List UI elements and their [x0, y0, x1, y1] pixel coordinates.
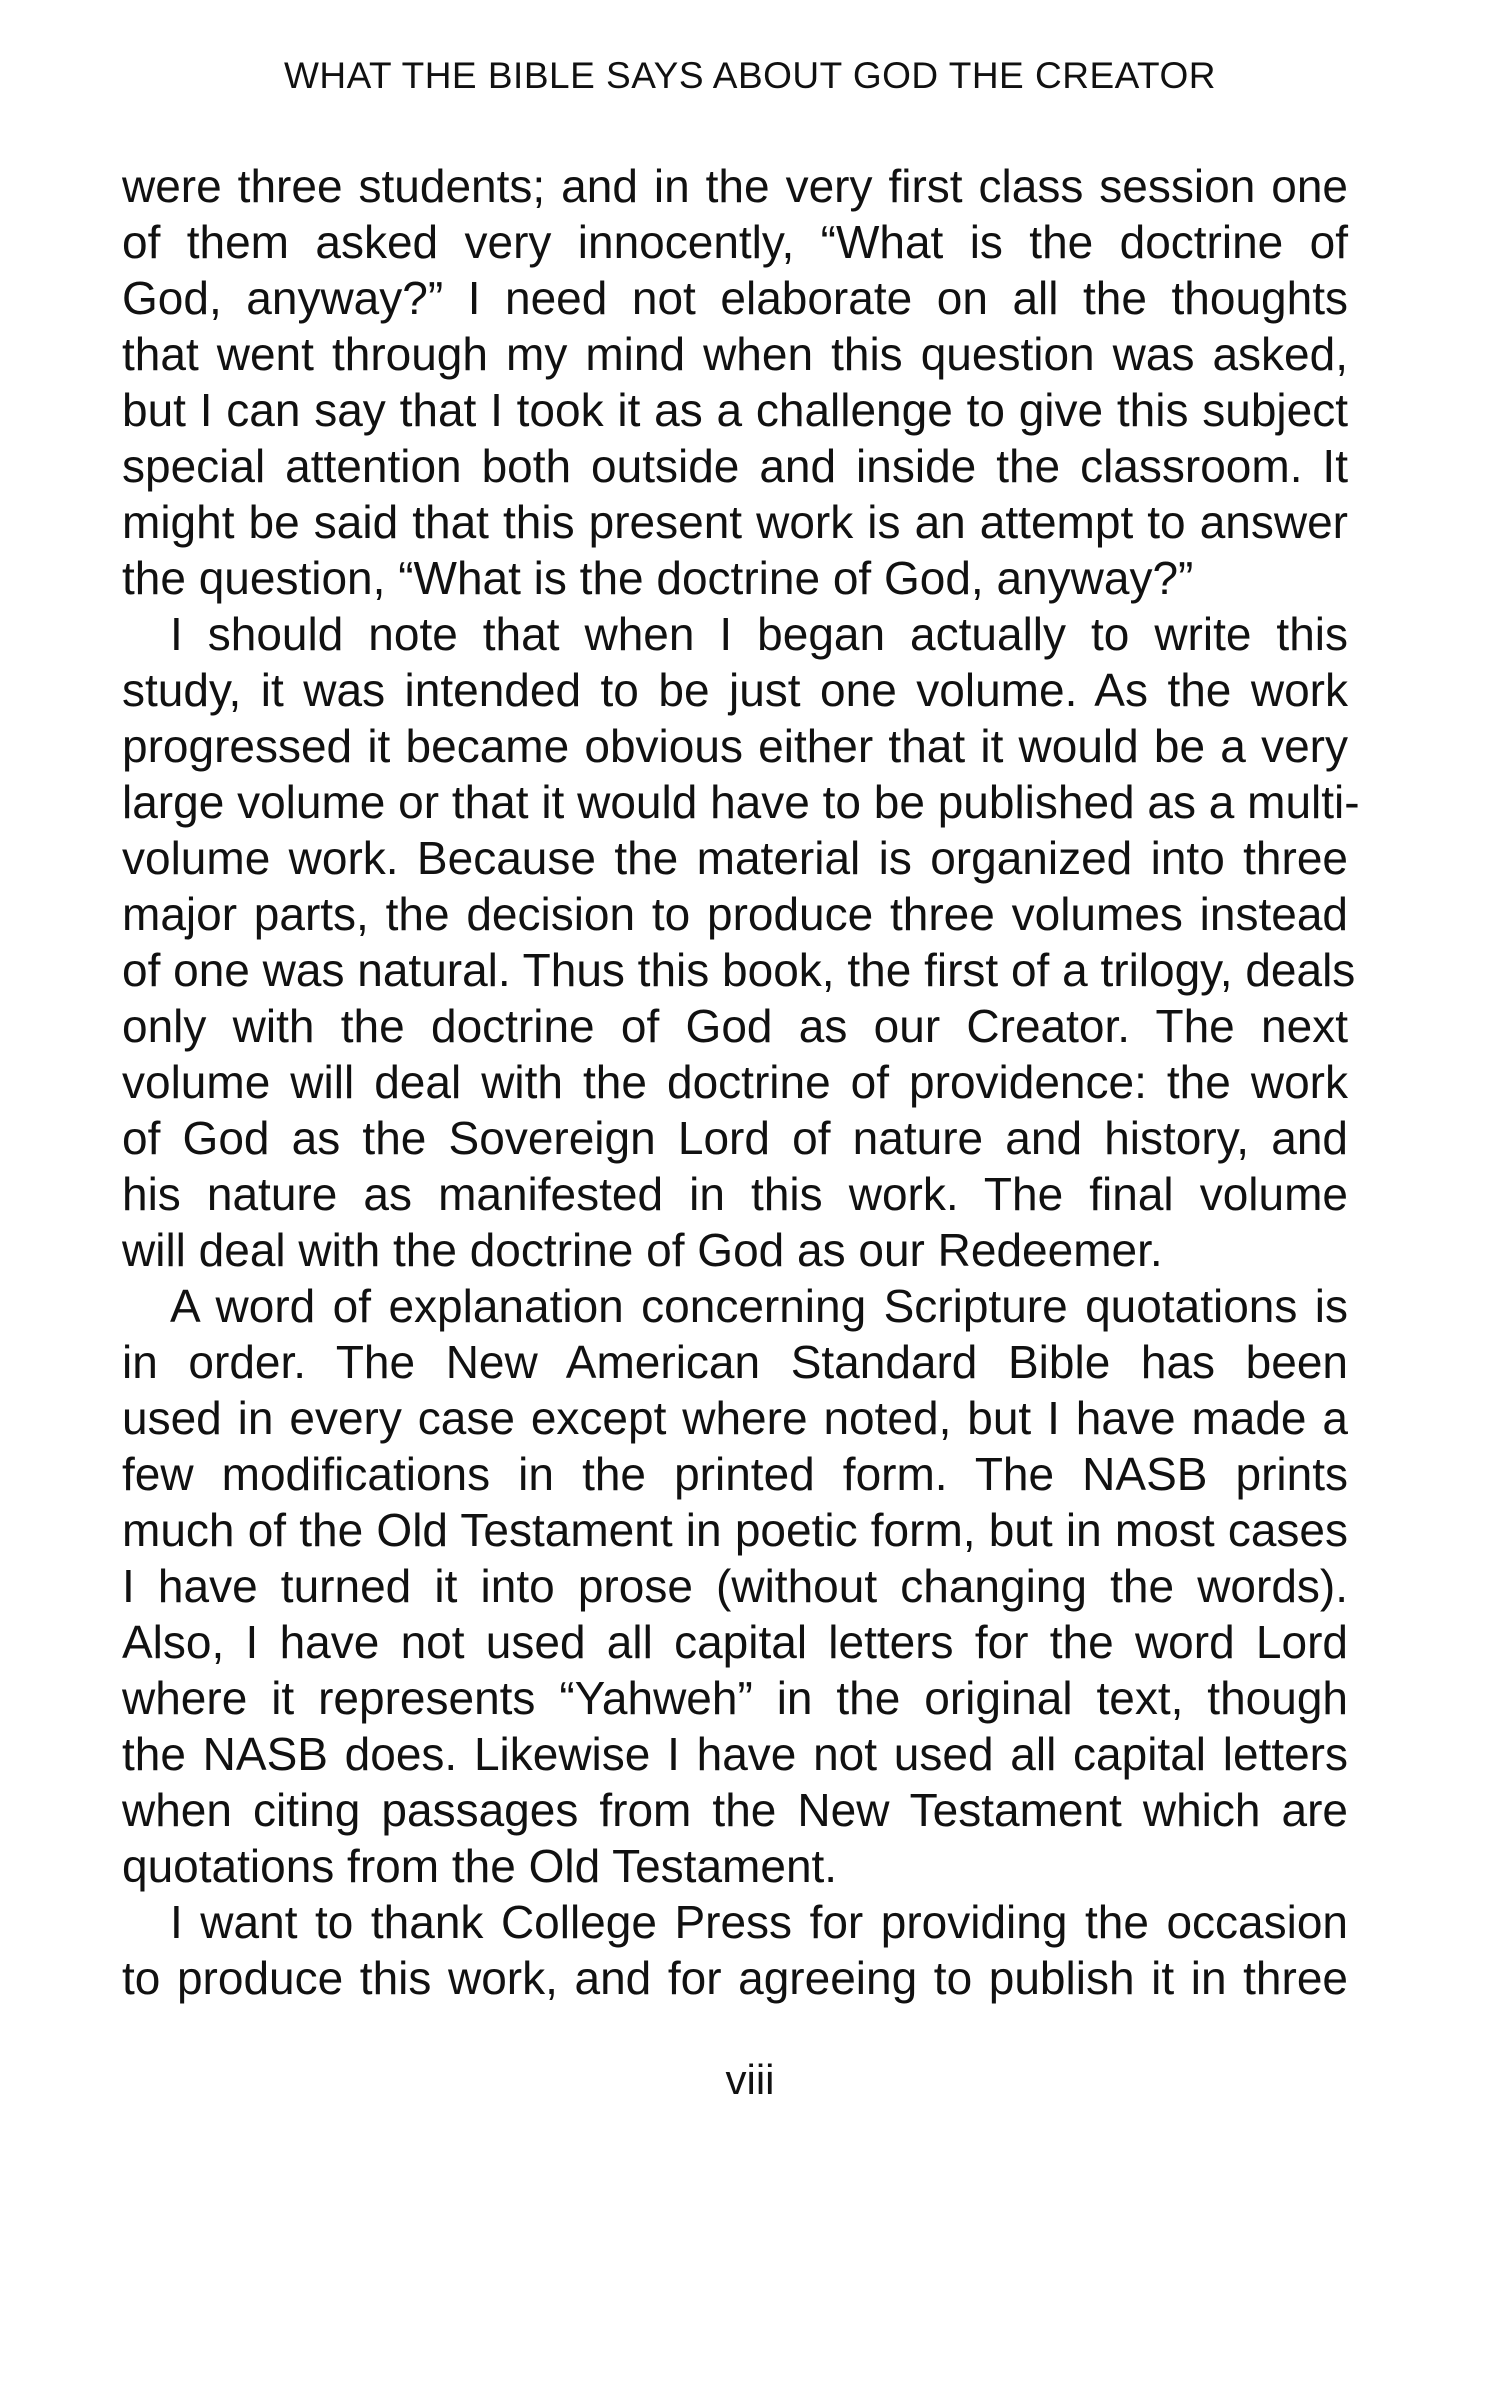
- text-line: of God as the Sovereign Lord of nature and history, and: [122, 1112, 1348, 1164]
- text-line: to produce this work, and for agreeing to publish it in three: [122, 1952, 1348, 2004]
- text-line: Also, I have not used all capital letters for the word Lord: [122, 1616, 1348, 1668]
- text-line: progressed it became obvious either that it would be a very: [122, 720, 1348, 772]
- text-line: study, it was intended to be just one volume. As the work: [122, 664, 1348, 716]
- page-number: viii: [725, 2056, 775, 2103]
- running-head: WHAT THE BIBLE SAYS ABOUT GOD THE CREATOR: [283, 55, 1216, 96]
- text-line: A word of explanation concerning Scripture quotations is: [170, 1280, 1348, 1332]
- text-line: of one was natural. Thus this book, the first of a trilogy, deals: [122, 944, 1356, 996]
- text-line: where it represents “Yahweh” in the original text, though: [122, 1672, 1348, 1724]
- text-line: will deal with the doctrine of God as our Redeemer.: [122, 1224, 1163, 1276]
- text-line: only with the doctrine of God as our Creator. The next: [122, 1000, 1348, 1052]
- text-line: special attention both outside and inside the classroom. It: [122, 440, 1348, 492]
- paragraph-2: [122, 606, 1360, 1278]
- text-line: volume work. Because the material is organized into three: [122, 832, 1348, 884]
- text-line: much of the Old Testament in poetic form, but in most cases: [122, 1504, 1348, 1556]
- paragraph-1: [122, 158, 1348, 606]
- text-line: I have turned it into prose (without changing the words).: [122, 1560, 1348, 1612]
- text-line: that went through my mind when this question was asked,: [122, 328, 1348, 380]
- text-line: used in every case except where noted, but I have made a: [122, 1392, 1348, 1444]
- text-line: God, anyway?” I need not elaborate on all the thoughts: [122, 272, 1348, 324]
- text-line: the question, “What is the doctrine of God, anyway?”: [122, 552, 1194, 604]
- text-line: large volume or that it would have to be published as a multi-: [122, 776, 1360, 828]
- paragraph-3: [122, 1278, 1348, 1894]
- text-line: of them asked very innocently, “What is the doctrine of: [122, 216, 1348, 268]
- text-line: in order. The New American Standard Bible has been: [122, 1336, 1348, 1388]
- text-line: quotations from the Old Testament.: [122, 1840, 838, 1892]
- text-line: his nature as manifested in this work. The final volume: [122, 1168, 1348, 1220]
- text-line: volume will deal with the doctrine of providence: the work: [122, 1056, 1348, 1108]
- text-line: might be said that this present work is an attempt to answer: [122, 496, 1348, 548]
- text-line: but I can say that I took it as a challenge to give this subject: [122, 384, 1348, 436]
- text-line: when citing passages from the New Testament which are: [122, 1784, 1348, 1836]
- text-line: the NASB does. Likewise I have not used all capital letters: [122, 1728, 1348, 1780]
- paragraph-4: [122, 1894, 1348, 2006]
- text-line: I want to thank College Press for providing the occasion: [170, 1896, 1348, 1948]
- text-line: I should note that when I began actually to write this: [170, 608, 1348, 660]
- text-line: were three students; and in the very first class session one: [122, 160, 1348, 212]
- body-text: [122, 158, 1360, 2006]
- text-line: major parts, the decision to produce three volumes instead: [122, 888, 1348, 940]
- text-line: few modifications in the printed form. The NASB prints: [122, 1448, 1348, 1500]
